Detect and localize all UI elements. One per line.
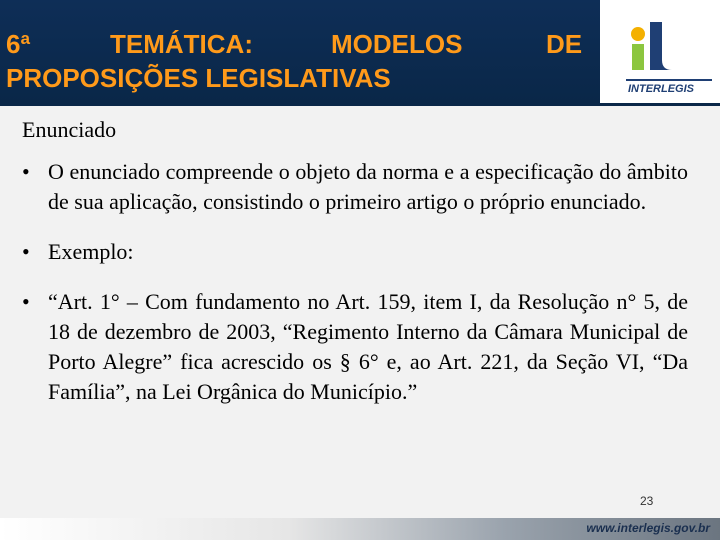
footer-bar	[0, 518, 720, 540]
bullet-dot: •	[22, 289, 30, 314]
title-word-3: MODELOS	[331, 29, 463, 59]
bullet-list	[22, 157, 688, 427]
header-underline	[0, 103, 720, 106]
section-subtitle: Enunciado	[22, 117, 117, 142]
title-bar	[0, 0, 600, 103]
title-line-2: PROPOSIÇÕES LEGISLATIVAS	[6, 63, 391, 93]
footer-url[interactable]: www.interlegis.gov.br	[586, 521, 710, 535]
interlegis-logo	[600, 0, 720, 103]
interlegis-logo-icon	[600, 0, 720, 103]
list-item	[22, 157, 688, 217]
bullet-text: “Art. 1° – Com fundamento no Art. 159, item I, da Resolução n° 5, de 18 de dezembro de 2003, “Regimento Interno da Câmara Municipal de Porto Alegre” fica acrescido os § 6° e, ao Art. 221, da Seção VI, “Da Família”, na Lei Orgânica do Município.”	[48, 289, 688, 404]
bullet-dot: •	[22, 239, 30, 264]
bullet-text: O enunciado compreende o objeto da norma e a especificação do âmbito de sua aplicação, consistindo o primeiro artigo o próprio enunciado.	[48, 159, 688, 214]
bullet-dot: •	[22, 159, 30, 184]
title-word-4: DE	[546, 29, 583, 59]
logo-text: INTERLEGIS	[628, 83, 695, 95]
page-number: 23	[640, 494, 654, 508]
list-item	[22, 287, 688, 407]
bullet-text: Exemplo:	[48, 239, 134, 264]
title-word-2: TEMÁTICA:	[110, 29, 253, 59]
list-item	[22, 237, 688, 267]
title-word-1: 6ª	[6, 29, 31, 59]
